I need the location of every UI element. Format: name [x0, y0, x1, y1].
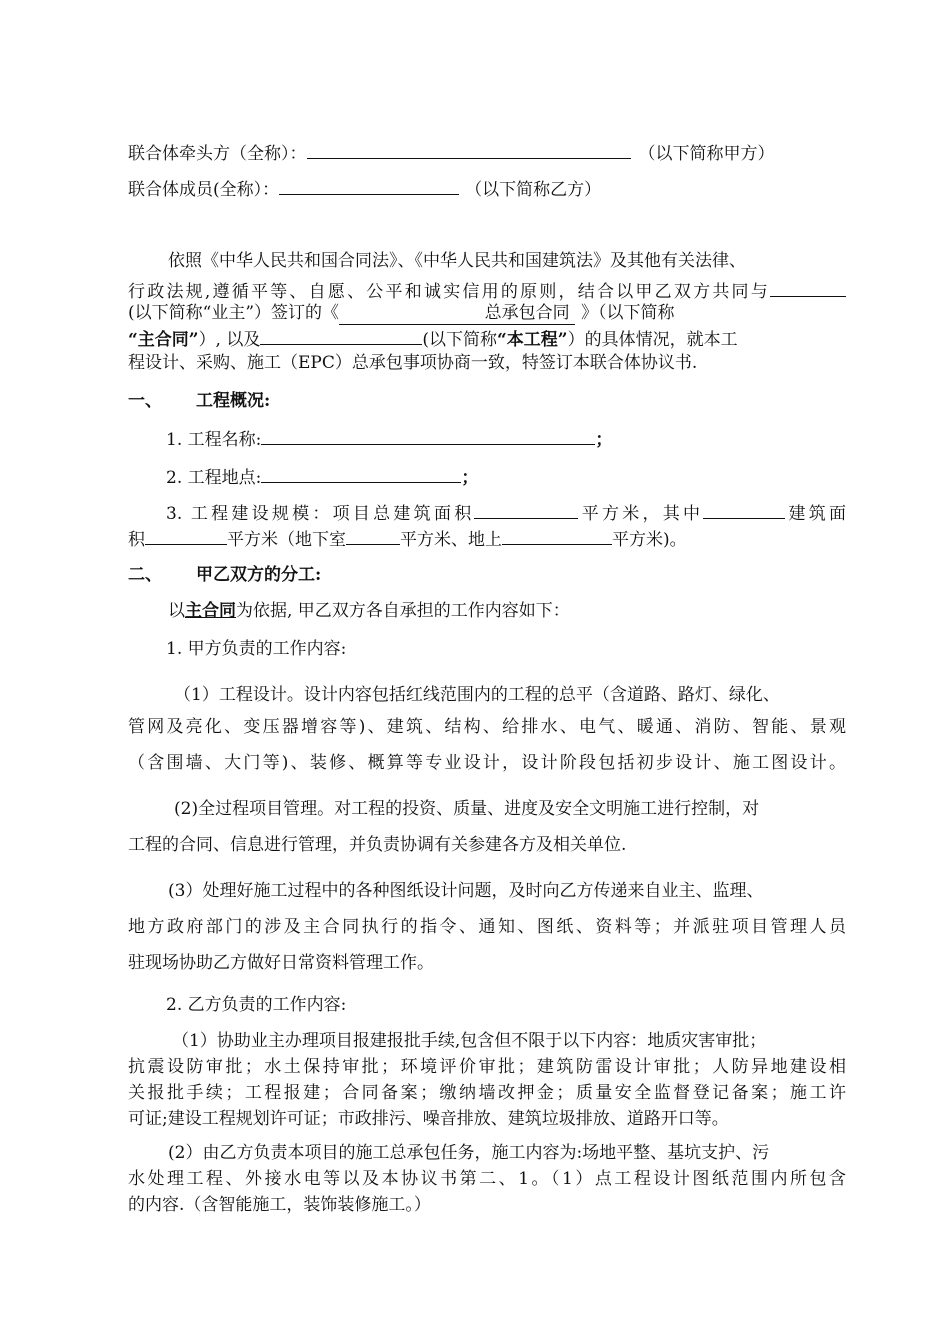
- intro-line-2: [128, 278, 846, 303]
- member-party-row: [128, 176, 601, 201]
- project-name-field[interactable]: [261, 426, 595, 445]
- b1-line-2: 抗震设防审批；水土保持审批；环境评价审批；建筑防雷设计审批；人防异地建设相: [128, 1057, 846, 1077]
- a1-line-2: 管网及亮化、变压器增容等)、建筑、结构、给排水、电气、暖通、消防、智能、景观: [128, 717, 846, 737]
- intro-line-1: 依照《中华人民共和国合同法》、《中华人民共和国建筑法》及其他有关法律、: [168, 251, 746, 271]
- owner-blank[interactable]: [770, 278, 846, 297]
- a1-line-1: （1）工程设计。设计内容包括红线范围内的工程的总平（含道路、路灯、绿化、: [174, 685, 780, 705]
- basis-prefix: 以: [168, 601, 185, 621]
- b1-line-3: 关报批手续；工程报建；合同备案；缴纳墙改押金；质量安全监督登记备案；施工许: [128, 1083, 846, 1103]
- intro-line-3: [128, 302, 675, 325]
- section-2-heading: [128, 564, 321, 586]
- building-area-blank[interactable]: [145, 526, 227, 545]
- a3-line-1: (3）处理好施工过程中的各种图纸设计问题，及时向乙方传递来自业主、监理、: [168, 881, 764, 901]
- b2-line-3: 的内容.（含智能施工，装饰装修施工。）: [128, 1195, 431, 1215]
- b1-line-4: 可证;建设工程规划许可证；市政排污、噪音排放、建筑垃圾排放、道路开口等。: [128, 1109, 729, 1129]
- this-project-term: “本工程”: [497, 330, 568, 350]
- contract-name-blank[interactable]: [339, 302, 575, 325]
- member-party-label: 联合体成员(全称）：: [128, 180, 280, 200]
- a1-line-3: （含围墙、大门等)、装修、概算等专业设计，设计阶段包括初步设计、施工图设计。: [128, 753, 846, 773]
- member-party-blank[interactable]: [279, 176, 459, 195]
- area-label: 积: [128, 530, 145, 550]
- project-location-label: 2. 工程地点:: [166, 468, 262, 488]
- lead-party-suffix: （以下简称甲方）: [638, 144, 775, 164]
- lead-party-blank[interactable]: [307, 140, 631, 159]
- project-name-label: 1. 工程名称:: [166, 430, 262, 450]
- basement-area-blank[interactable]: [346, 526, 400, 545]
- section-2-title: 甲乙双方的分工:: [196, 565, 322, 585]
- b2-line-1: (2）由乙方负责本项目的施工总承包任务，施工内容为:场地平整、基坑支护、污: [168, 1143, 770, 1163]
- party-a-title: 1. 甲方负责的工作内容:: [166, 639, 347, 659]
- above-ground-label: 平方米、地上: [400, 530, 502, 550]
- project-scale-text-2: 建筑面: [785, 504, 847, 524]
- above-ground-area-blank[interactable]: [502, 526, 612, 545]
- project-location-field[interactable]: [261, 464, 461, 483]
- basement-label: 平方米（地下室: [227, 530, 346, 550]
- member-party-suffix: （以下简称乙方）: [465, 180, 602, 200]
- basis-main-contract: 主合同: [185, 601, 236, 621]
- intro-line-4-paren: (以下简称: [422, 330, 498, 350]
- intro-line-4: [128, 326, 738, 351]
- intro-line-3-text: (以下简称“业主”）签订的《: [128, 303, 340, 323]
- project-name-row: [166, 426, 612, 451]
- building-type-blank[interactable]: [703, 500, 785, 519]
- intro-line-2-text: 行政法规,遵循平等、自愿、公平和诚实信用的原则，结合以甲乙双方共同与: [128, 282, 770, 302]
- project-scale-row: [166, 500, 846, 525]
- basis-line: [168, 600, 570, 622]
- total-area-blank[interactable]: [474, 500, 578, 519]
- party-b-title: 2. 乙方负责的工作内容:: [166, 995, 347, 1015]
- section-1-number: 一、: [128, 391, 162, 411]
- main-contract-term: “主合同”: [128, 330, 199, 350]
- a2-line-2: 工程的合同、信息进行管理，并负责协调有关参建各方及相关单位.: [128, 835, 627, 855]
- a3-line-2: 地方政府部门的涉及主合同执行的指令、通知、图纸、资料等；并派驻项目管理人员: [128, 917, 846, 937]
- basis-text: 为依据, 甲乙双方各自承担的工作内容如下：: [236, 601, 570, 621]
- project-scale-text: 平方米，其中: [578, 504, 704, 524]
- a3-line-3: 驻现场协助乙方做好日常资料管理工作。: [128, 953, 434, 973]
- project-scale-label: 3. 工程建设规模：项目总建筑面积: [166, 504, 475, 524]
- b1-line-1: （1）协助业主办理项目报建报批手续,包含但不限于以下内容：地质灾害审批；: [172, 1031, 767, 1051]
- intro-line-4-text: ）, 以及: [198, 330, 261, 350]
- intro-line-5: 程设计、采购、施工（EPC）总承包事项协商一致，特签订本联合体协议书.: [128, 353, 698, 373]
- lead-party-label: 联合体牵头方（全称）：: [128, 144, 307, 164]
- section-1-title: 工程概况:: [196, 391, 271, 411]
- section-2-number: 二、: [128, 565, 162, 585]
- intro-line-3-suffix: 》（以下简称: [581, 303, 675, 323]
- intro-line-4-suffix: ）的具体情况，就本工: [567, 330, 738, 350]
- lead-party-row: [128, 140, 775, 165]
- project-name-blank[interactable]: [260, 326, 422, 345]
- contract-type-text: 总承包合同: [484, 303, 570, 323]
- a2-line-1: (2)全过程项目管理。对工程的投资、质量、进度及安全文明施工进行控制，对: [174, 799, 760, 819]
- section-1-heading: [128, 390, 270, 412]
- project-location-end: ；: [461, 468, 479, 488]
- project-location-row: [166, 464, 478, 489]
- project-scale-row-2: [128, 526, 687, 551]
- b2-line-2: 水处理工程、外接水电等以及本协议书第二、1。（1）点工程设计图纸范围内所包含: [128, 1169, 846, 1189]
- area-end: 平方米)。: [612, 530, 687, 550]
- project-name-end: ；: [595, 430, 613, 450]
